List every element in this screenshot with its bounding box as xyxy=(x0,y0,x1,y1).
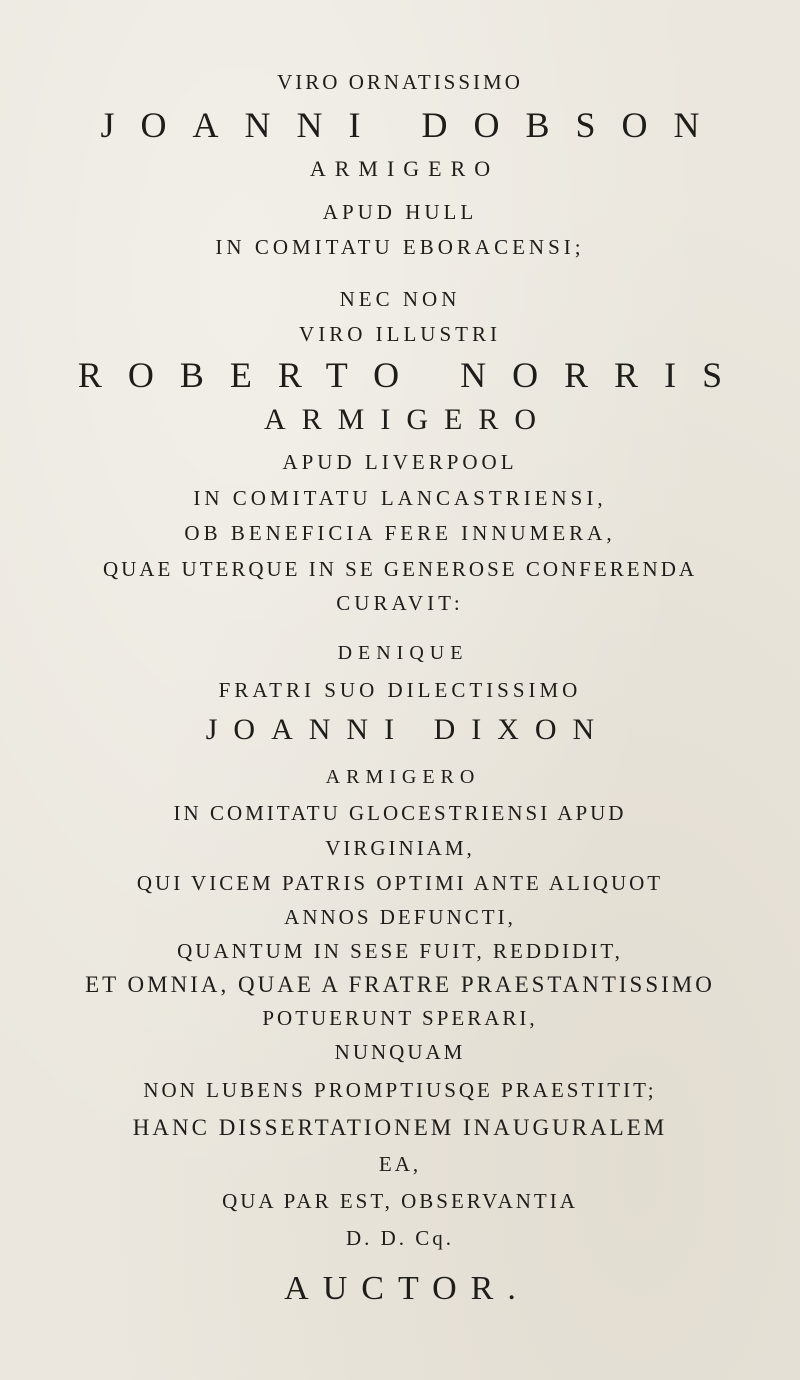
dedication-line-auctor: AUCTOR. xyxy=(284,1270,530,1307)
dedication-line-et-omnia: ET OMNIA, QUAE A FRATRE PRAESTANTISSIMO xyxy=(85,972,715,997)
dedication-name-joanni-dixon: JOANNI DIXON xyxy=(205,713,611,746)
dedication-line-apud-liverpool: APUD LIVERPOOL xyxy=(282,450,518,474)
dedication-line-quantum: QUANTUM IN SESE FUIT, REDDIDIT, xyxy=(177,939,623,963)
dedication-line-hanc-dissertationem: HANC DISSERTATIONEM INAUGURALEM xyxy=(132,1115,668,1140)
dedication-line-quae-uterque: QUAE UTERQUE IN SE GENEROSE CONFERENDA xyxy=(102,557,698,581)
dedication-line-armigero-2: ARMIGERO xyxy=(263,403,552,436)
dedication-line-qui-vicem: QUI VICEM PATRIS OPTIMI ANTE ALIQUOT xyxy=(136,871,664,895)
dedication-line-potuerunt: POTUERUNT SPERARI, xyxy=(262,1006,538,1030)
dedication-line-viro-illustri: VIRO ILLUSTRI xyxy=(299,322,501,346)
dedication-line-fratri-suo: FRATRI SUO DILECTISSIMO xyxy=(218,678,582,702)
dedication-line-qua-par-est: QUA PAR EST, OBSERVANTIA xyxy=(222,1189,578,1213)
dedication-line-ea: EA, xyxy=(378,1152,422,1176)
dedication-line-armigero-3: ARMIGERO xyxy=(325,766,481,788)
dedication-line-virginiam: VIRGINIAM, xyxy=(325,836,475,860)
dedication-line-ob-beneficia: OB BENEFICIA FERE INNUMERA, xyxy=(184,521,616,545)
dedication-line-viro-ornatissimo: VIRO ORNATISSIMO xyxy=(277,70,523,94)
dedication-line-armigero-1: ARMIGERO xyxy=(309,156,500,181)
dedication-line-dd-cq: D. D. Cq. xyxy=(345,1226,455,1250)
dedication-line-comitatu-glocestriensi: IN COMITATU GLOCESTRIENSI APUD xyxy=(173,801,627,825)
dedication-line-annos-defuncti: ANNOS DEFUNCTI, xyxy=(284,905,516,929)
dedication-line-comitatu-lancastriensi: IN COMITATU LANCASTRIENSI, xyxy=(193,486,607,510)
dedication-name-joanni-dobson: JOANNI DOBSON xyxy=(100,105,726,145)
dedication-line-nunquam: NUNQUAM xyxy=(334,1040,466,1064)
dedication-line-comitatu-eboracensi: IN COMITATU EBORACENSI; xyxy=(215,235,585,259)
dedication-line-denique: DENIQUE xyxy=(337,642,469,664)
dedication-line-apud-hull: APUD HULL xyxy=(322,200,478,224)
dedication-line-curavit: CURAVIT: xyxy=(336,591,464,615)
dedication-name-roberto-norris: ROBERTO NORRIS xyxy=(77,355,749,395)
dedication-line-nec-non: NEC NON xyxy=(339,287,461,311)
dedication-line-non-lubens: NON LUBENS PROMPTIUSQE PRAESTITIT; xyxy=(143,1078,657,1102)
